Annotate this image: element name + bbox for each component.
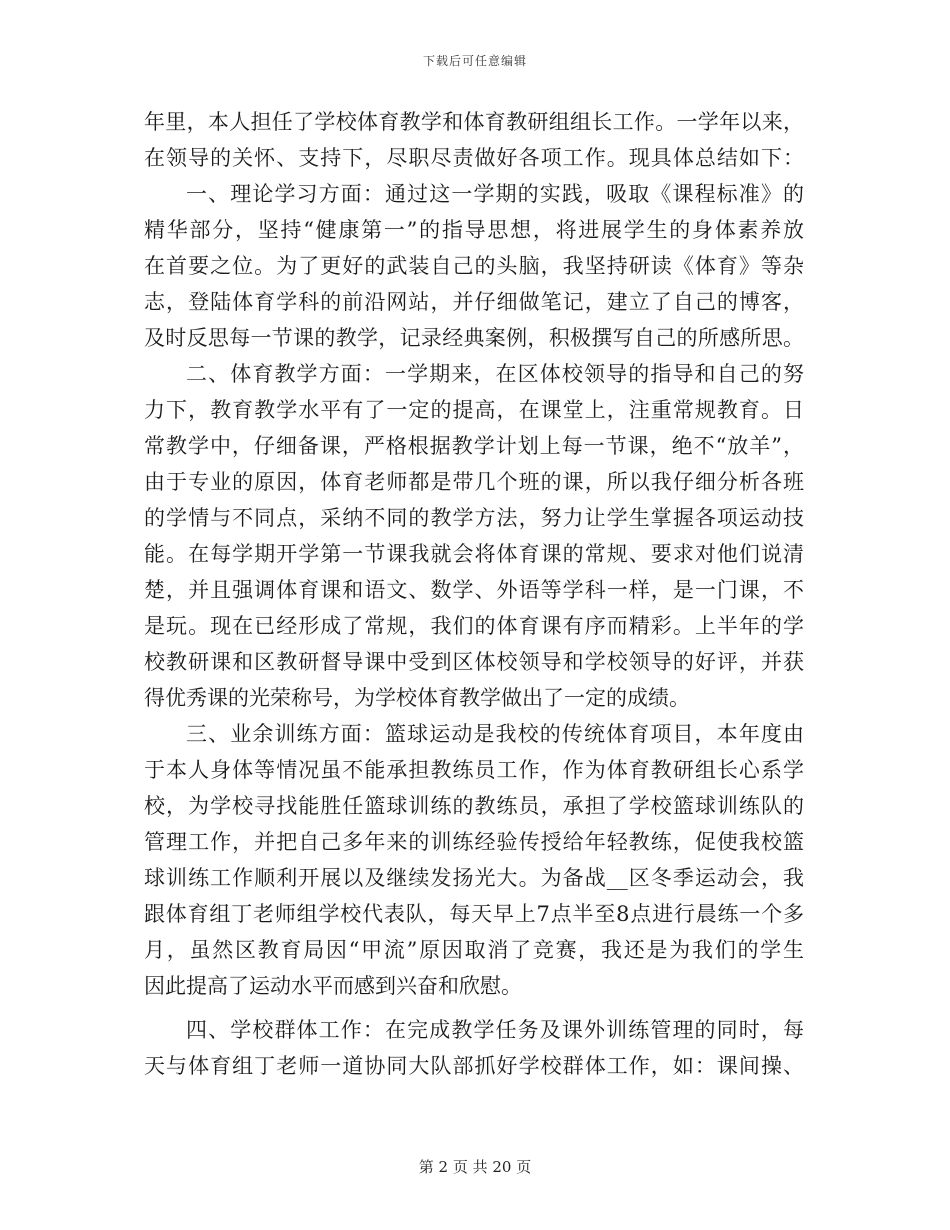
text-line: 二、体育教学方面：一学期来，在区体校领导的指导和自己的努 [186, 362, 804, 386]
paragraph-spacer [144, 1004, 804, 1012]
text-line: 四、学校群体工作：在完成教学任务及课外训练管理的同时，每 [186, 1018, 804, 1042]
document-body [144, 104, 804, 1084]
text-line: 一、理论学习方面：通过这一学期的实践，吸取《课程标准》的 [186, 182, 804, 206]
text-line: 在首要之位。为了更好的武装自己的头脑，我坚持研读《体育》等杂 [144, 254, 804, 278]
text-line: 校教研课和区教研督导课中受到区体校领导和学校领导的好评，并获 [144, 650, 804, 674]
text-line: 的学情与不同点，采纳不同的教学方法，努力让学生掌握各项运动技 [144, 506, 804, 530]
text-line: 月，虽然区教育局因“甲流”原因取消了竞赛，我还是为我们的学生 [144, 938, 804, 962]
text-line: 于本人身体等情况虽不能承担教练员工作，作为体育教研组长心系学 [144, 758, 804, 782]
text-line: 由于专业的原因，体育老师都是带几个班的课，所以我仔细分析各班 [144, 470, 804, 494]
paragraph-group-activities [144, 1012, 804, 1084]
page-number: 第 2 页 共 20 页 [418, 1158, 532, 1176]
text-line: 因此提高了运动水平而感到兴奋和欣慰。 [144, 974, 522, 998]
page-header-note: 下载后可任意编辑 [422, 54, 527, 68]
paragraph-amateur-training [144, 716, 804, 1004]
text-line: 球训练工作顺利开展以及继续发扬光大。为备战__区冬季运动会，我 [144, 866, 804, 890]
text-line: 是玩。现在已经形成了常规，我们的体育课有序而精彩。上半年的学 [144, 614, 804, 638]
paragraph-intro [144, 104, 804, 176]
text-line: 得优秀课的光荣称号，为学校体育教学做出了一定的成绩。 [144, 686, 690, 710]
text-line: 跟体育组丁老师组学校代表队，每天早上7点半至8点进行晨练一个多 [144, 902, 804, 926]
text-line: 天与体育组丁老师一道协同大队部抓好学校群体工作，如：课间操、 [144, 1054, 804, 1078]
text-line: 精华部分，坚持“健康第一”的指导思想，将进展学生的身体素养放 [144, 218, 804, 242]
text-line: 管理工作，并把自己多年来的训练经验传授给年轻教练，促使我校篮 [144, 830, 804, 854]
text-line: 年里，本人担任了学校体育教学和体育教研组组长工作。一学年以来， [144, 110, 804, 134]
text-line: 常教学中，仔细备课，严格根据教学计划上每一节课，绝不“放羊”， [144, 434, 804, 458]
text-line: 能。在每学期开学第一节课我就会将体育课的常规、要求对他们说清 [144, 542, 804, 566]
text-line: 志，登陆体育学科的前沿网站，并仔细做笔记，建立了自己的博客， [144, 290, 804, 314]
text-line: 校，为学校寻找能胜任篮球训练的教练员，承担了学校篮球训练队的 [144, 794, 804, 818]
text-line: 楚，并且强调体育课和语文、数学、外语等学科一样，是一门课，不 [144, 578, 804, 602]
text-line: 三、业余训练方面：篮球运动是我校的传统体育项目，本年度由 [186, 722, 804, 746]
paragraph-pe-teaching [144, 356, 804, 716]
text-line: 及时反思每一节课的教学，记录经典案例，积极撰写自己的所感所思。 [144, 326, 804, 350]
text-line: 在领导的关怀、支持下，尽职尽责做好各项工作。现具体总结如下： [144, 146, 804, 170]
text-line: 力下，教育教学水平有了一定的提高，在课堂上，注重常规教育。日 [144, 398, 804, 422]
paragraph-theory-study [144, 176, 804, 356]
